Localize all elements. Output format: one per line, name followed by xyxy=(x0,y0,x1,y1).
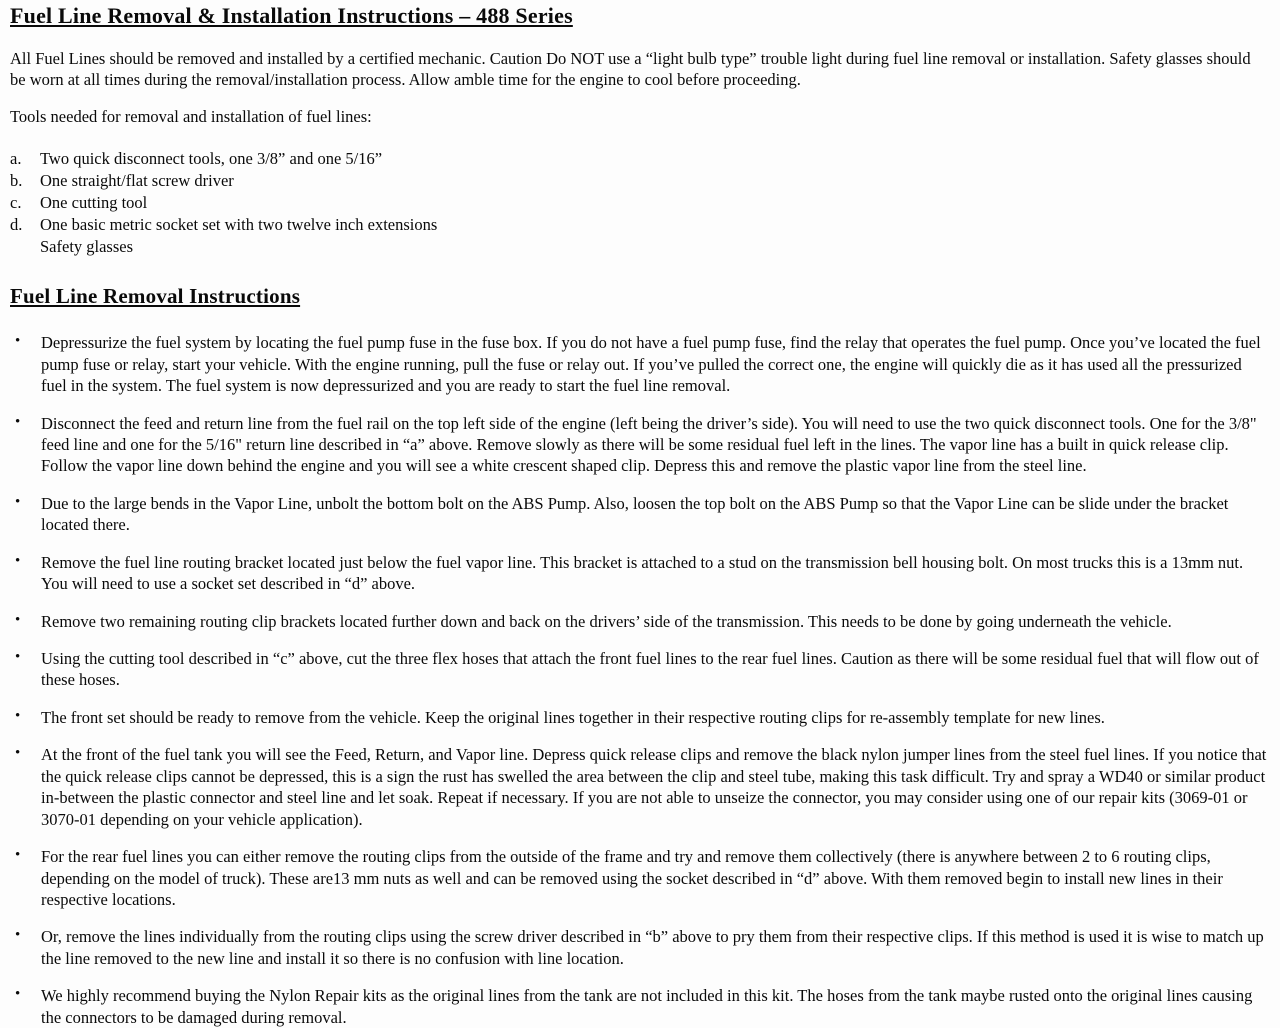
instruction-text: Disconnect the feed and return line from the fuel rail on the top left side of the engine (left being the driver’s side). You will need to use the two quick disconnect tools. One for the 3/8" feed line and one for the 5/16" return line described in “a” above. Remove slowly as there will be some residual fuel left in the lines. The vapor line has a built in quick release clip. Follow the vapor line down behind the engine and you will see a white crescent shaped clip. Depress this and remove the plastic vapor line from the steel line. xyxy=(41,413,1257,476)
instruction-text: Remove two remaining routing clip brackets located further down and back on the drivers’ side of the transmission. This needs to be done by going underneath the vehicle. xyxy=(41,611,1172,631)
tool-body xyxy=(40,148,1268,170)
instruction-item xyxy=(10,648,1268,691)
tool-text: One cutting tool xyxy=(40,192,148,212)
instruction-text: For the rear fuel lines you can either remove the routing clips from the outside of the frame and try and remove them collectively (there is anywhere between 2 to 6 routing clips, depending on the model of truck). These are13 mm nuts as well and can be removed using the socket described in “d” above. With them removed begin to install new lines in their respective locations. xyxy=(41,847,1223,909)
intro-paragraph: All Fuel Lines should be removed and installed by a certified mechanic. Caution Do NOT use a “light bulb type” trouble light during fuel line removal or installation. Safety glasses should be worn at all times during the removal/installation process. Allow amble time for the engine to cool before proceeding. xyxy=(10,48,1251,90)
tool-letter: d. xyxy=(10,214,23,234)
bullet-icon: • xyxy=(15,493,21,510)
instruction-item xyxy=(10,332,1268,396)
bullet-icon: • xyxy=(15,333,21,350)
instruction-text: Depressurize the fuel system by locating the fuel pump fuse in the fuse box. If you do not have a fuel pump fuse, find the relay that operates the fuel pump. Once you’ve located the fuel pump fuse or relay, start your vehicle. With the engine running, pull the fuse or relay out. If you’ve pulled the correct one, the engine will quickly die as it has used all the pressurized fuel in the system. The fuel system is now depressurized and you are ready to start the fuel line removal. xyxy=(41,333,1261,396)
document-page xyxy=(10,2,1268,1028)
bullet-icon: • xyxy=(15,552,21,569)
bullet-icon: • xyxy=(15,649,21,666)
tool-body xyxy=(40,192,1268,214)
instruction-text: We highly recommend buying the Nylon Repair kits as the original lines from the tank are not included in this kit. The hoses from the tank maybe rusted onto the original lines causing the connectors to be damaged during removal. xyxy=(41,986,1253,1027)
instruction-text: At the front of the fuel tank you will see the Feed, Return, and Vapor line. Depress quick release clips and remove the black nylon jumper lines from the steel fuel lines. If you notice that the quick release clips cannot be depressed, this is a sign the rust has swelled the area between the clip and steel tube, making this task difficult. Try and spray a WD40 or similar product in-between the plastic connector and steel line and let soak. Repeat if necessary. If you are not able to unseize the connector, you may consider using one of our repair kits (3069-01 or 3070-01 depending on your vehicle application). xyxy=(41,745,1267,829)
tool-text: Two quick disconnect tools, one 3/8” and one 5/16” xyxy=(40,148,383,168)
instruction-item xyxy=(10,611,1268,632)
tool-body xyxy=(40,214,1268,258)
instruction-item xyxy=(10,413,1268,477)
tool-letter: c. xyxy=(10,192,22,212)
tool-text: One basic metric socket set with two twelve inch extensions xyxy=(40,214,438,234)
instruction-text: Or, remove the lines individually from the routing clips using the screw driver described in “b” above to pry them from their respective clips. If this method is used it is wise to match up the line removed to the new line and install it so there is no confusion with line location. xyxy=(41,927,1264,968)
instruction-item xyxy=(10,926,1268,969)
bullet-icon: • xyxy=(15,745,21,762)
tool-letter: a. xyxy=(10,148,22,168)
tools-heading: Tools needed for removal and installation of fuel lines: xyxy=(10,107,372,127)
bullet-icon: • xyxy=(15,413,21,430)
tool-item xyxy=(10,148,1268,170)
instruction-text: Using the cutting tool described in “c” above, cut the three flex hoses that attach the front fuel lines to the rear fuel lines. Caution as there will be some residual fuel that will flow out of these hoses. xyxy=(41,649,1259,690)
section-heading: Fuel Line Removal Instructions xyxy=(10,283,301,308)
document-title: Fuel Line Removal & Installation Instructions – 488 Series xyxy=(10,3,573,28)
tool-item xyxy=(10,192,1268,214)
instruction-item xyxy=(10,744,1268,830)
instruction-item xyxy=(10,707,1268,728)
instruction-item xyxy=(10,846,1268,910)
instruction-item xyxy=(10,985,1268,1028)
bullet-icon: • xyxy=(15,611,21,628)
instruction-text: Remove the fuel line routing bracket located just below the fuel vapor line. This bracket is attached to a stud on the transmission bell housing bolt. On most trucks this is a 13mm nut. You will need to use a socket set described in “d” above. xyxy=(41,552,1244,594)
bullet-icon: • xyxy=(15,986,21,1003)
tool-item xyxy=(10,170,1268,192)
instructions-list xyxy=(10,332,1268,1028)
bullet-icon: • xyxy=(15,847,21,864)
tool-item xyxy=(10,214,1268,258)
instruction-text: The front set should be ready to remove from the vehicle. Keep the original lines together in their respective routing clips for re-assembly template for new lines. xyxy=(41,707,1105,727)
tools-list xyxy=(10,148,1268,258)
bullet-icon: • xyxy=(15,707,21,724)
tool-note: Safety glasses xyxy=(40,236,134,256)
instruction-item xyxy=(10,493,1268,536)
instruction-text: Due to the large bends in the Vapor Line, unbolt the bottom bolt on the ABS Pump. Also, loosen the top bolt on the ABS Pump so that the Vapor Line can be slide under the bracket located there. xyxy=(41,493,1229,535)
tool-text: One straight/flat screw driver xyxy=(40,170,234,190)
tool-letter: b. xyxy=(10,170,23,190)
tool-body xyxy=(40,170,1268,192)
bullet-icon: • xyxy=(15,927,21,944)
instruction-item xyxy=(10,552,1268,595)
